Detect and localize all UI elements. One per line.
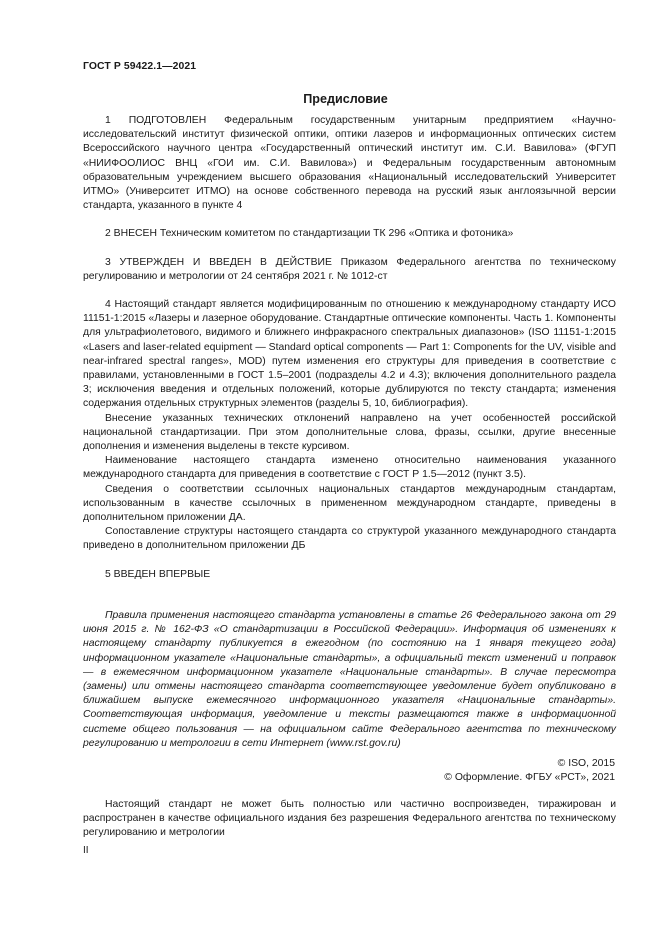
reproduction-notice — [83, 798, 616, 841]
page-title: Предисловие — [303, 92, 388, 106]
copyright-design: © Оформление. ФГБУ «РСТ», 2021 — [444, 772, 615, 784]
reproduction-notice-text: Настоящий стандарт не может быть полностью или частично воспроизведен, тиражирован и распространен в качестве официального издания без разрешения Федерального агентства по техническому регулированию и метрологии — [83, 799, 616, 839]
copyright-block — [444, 757, 615, 785]
page-number: II — [83, 845, 89, 856]
paragraph-modification: 4 Настоящий стандарт является модифицированным по отношению к международному стандарту ИСО 11151-1:2015 «Лазеры и лазерное оборудование. Стандартные оптические компоненты. Часть 1. Компоненты для ультрафиолетового, видимого и ближнего инфракрасного спектральных диапазонов» (ISO 11151-1:2015 «Lasers and laser-related equipment — Standard optical components — Part 1: Components for the UV, visible and near-infrared spectral ranges», MOD) путем изменения его структуры для приведения в соответствие с правилами, установленными в ГОСТ 1.5–2001 (подразделы 4.2 и 4.3); включения дополнительного раздела 3; исключения введения и отдельных положений, которые дублируются по тексту стандарта; изменения содержания отдельных структурных элементов (разделы 5, 10, библиография). — [83, 299, 616, 410]
paragraph-title-change: Наименование настоящего стандарта изменено относительно наименования указанного международного стандарта для приведения в соответствие с ГОСТ Р 1.5—2012 (пункт 3.5). — [83, 455, 616, 481]
foreword-body — [83, 114, 616, 751]
paragraph-approved: 3 УТВЕРЖДЕН И ВВЕДЕН В ДЕЙСТВИЕ Приказом Федерального агентства по техническому регулированию и метрологии от 24 сентября 2021 г. № 1012-ст — [83, 256, 616, 282]
copyright-iso: © ISO, 2015 — [557, 758, 615, 769]
paragraph-prepared-by: 1 ПОДГОТОВЛЕН Федеральным государственным унитарным предприятием «Научно-исследовательский институт физической оптики, оптики лазеров и информационных оптических систем Всероссийского научного центра «Государственный оптический институт им. С.И. Вавилова» (ФГУП «НИИФООЛИОС ВНЦ «ГОИ им. С.И. Вавилова») и Федеральным государственным автономным образовательным учреждением высшего образования «Национальный исследовательский Университет ИТМО» (Университет ИТМО) на основе собственного перевода на русский язык англоязычной версии стандарта, указанного в пункте 4 — [83, 115, 616, 212]
paragraph-deviations: Внесение указанных технических отклонений направлено на учет особенностей российской национальной стандартизации. При этом дополнительные слова, фразы, ссылки, другие внесенные дополнения и изменения выделены в тексте курсивом. — [83, 412, 616, 453]
document-code-header: ГОСТ Р 59422.1—2021 — [83, 61, 197, 72]
paragraph-introduced-first: 5 ВВЕДЕН ВПЕРВЫЕ — [105, 568, 211, 580]
paragraph-structure-comparison: Сопоставление структуры настоящего стандарта со структурой указанного международного стандарта приведено в дополнительном приложении ДБ — [83, 526, 616, 552]
paragraph-references: Сведения о соответствии ссылочных национальных стандартов международным стандартам, использованным в качестве ссылочных в примененном международном стандарте, приведены в дополнительном приложении ДА. — [83, 483, 616, 524]
paragraph-introduced-by: 2 ВНЕСЕН Техническим комитетом по стандартизации ТК 296 «Оптика и фотоника» — [105, 228, 514, 240]
usage-rules-notice: Правила применения настоящего стандарта установлены в статье 26 Федерального закона от 29 июня 2015 г. № 162-ФЗ «О стандартизации в Российской Федерации». Информация об изменениях к настоящему стандарту публикуется в ежегодном (по состоянию на 1 января текущего года) информационном указателе «Национальные стандарты», а официальный текст изменений и поправок — в ежемесячном информационном указателе «Национальные стандарты». В случае пересмотра (замены) или отмены настоящего стандарта соответствующее уведомление будет опубликовано в ближайшем выпуске ежемесячного информационного указателя «Национальные стандарты». Соответствующая информация, уведомление и тексты размещаются также в информационной системе общего пользования — на официальном сайте Федерального агентства по техническому регулированию и метрологии в сети Интернет (www.rst.gov.ru) — [83, 609, 616, 749]
